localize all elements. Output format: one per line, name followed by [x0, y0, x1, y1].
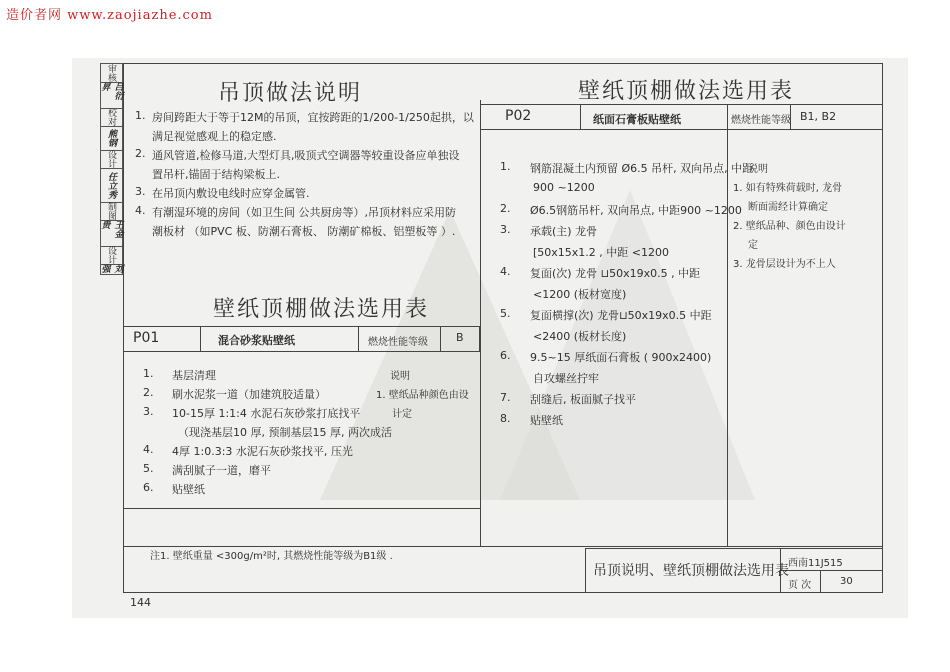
- ceiling-note-line: 通风管道,检修马道,大型灯具,吸顶式空调器等较重设备应单独设: [152, 149, 460, 162]
- p01-step-number: 6.: [143, 481, 154, 494]
- p02-remark-line: 3. 龙骨层设计为不上人: [733, 259, 836, 270]
- p02-fire-value: B1, B2: [800, 110, 837, 123]
- signature-strip: [100, 63, 123, 275]
- p01-step-text: 刷水泥浆一道（加建筑胶适量）: [172, 388, 326, 401]
- ceiling-note-line: 潮板材 （如PVC 板、防潮石膏板、 防潮矿棉板、铝塑板等 ）.: [152, 225, 456, 238]
- p02-step-line: Ø6.5钢筋吊杆, 双向吊点, 中距900 ~1200: [530, 204, 742, 217]
- ceiling-note-number: 3.: [135, 185, 146, 198]
- signature-cell: 校对: [101, 108, 122, 127]
- signature-cell: 熊钢: [101, 126, 122, 151]
- p02-step-line: 900 ~1200: [533, 181, 595, 194]
- p02-step-line: <2400 (板材长度): [533, 330, 627, 343]
- p02-step-number: 5.: [500, 307, 511, 320]
- p02-step-line: 自攻螺丝拧牢: [533, 372, 599, 385]
- atlas-number: 西南11J515: [788, 558, 843, 569]
- p02-step-line: 钢筋混凝土内预留 Ø6.5 吊杆, 双向吊点, 中距: [530, 162, 754, 175]
- p02-remark-line: 断面需经计算确定: [748, 202, 828, 213]
- p02-step-number: 3.: [500, 223, 511, 236]
- signature-cell: 审核: [101, 64, 122, 83]
- p02-remark-line: 1. 如有特殊荷载时, 龙骨: [733, 183, 843, 194]
- sheet-page-number: 30: [840, 576, 853, 587]
- signature-cell: 设计: [101, 246, 122, 265]
- signature-cell: 制图: [101, 202, 122, 221]
- p02-remark-line: 定: [748, 240, 758, 251]
- signature-cell: 刘强: [99, 264, 123, 273]
- p02-step-line: <1200 (板材宽度): [533, 288, 627, 301]
- p02-remark-line: 说明: [748, 164, 768, 175]
- p02-name: 纸面石膏板贴壁纸: [593, 113, 681, 126]
- p01-fire-value: B: [456, 331, 464, 344]
- p01-remark-line: 1. 壁纸品种颜色由设: [376, 390, 469, 401]
- footnote: 注1. 壁纸重量 <300g/m²时, 其燃烧性能等级为B1级 .: [150, 551, 393, 562]
- p02-step-number: 1.: [500, 160, 511, 173]
- ceiling-note-line: 房间跨距大于等于12M的吊顶，宜按跨距的1/200-1/250起拱，以: [152, 111, 474, 124]
- book-page-number: 144: [130, 596, 151, 609]
- p01-step-text: 贴壁纸: [172, 483, 205, 496]
- p01-remark-line: 计定: [392, 409, 412, 420]
- p01-step-number: 2.: [143, 386, 154, 399]
- p01-step-text: 满刮腻子一道，磨平: [172, 464, 271, 477]
- p01-step-text: 4厚 1:0.3:3 水泥石灰砂浆找平, 压光: [172, 445, 353, 458]
- p02-step-line: 贴壁纸: [530, 414, 563, 427]
- p02-fire-label: 燃烧性能等级: [731, 115, 791, 126]
- p01-code: P01: [133, 330, 160, 346]
- p02-step-line: 刮缝后, 板面腻子找平: [530, 393, 636, 406]
- ceiling-note-line: 有潮湿环境的房间（如卫生间 公共厨房等）,吊顶材料应采用防: [152, 206, 456, 219]
- signature-cell: 王金贵: [101, 220, 122, 247]
- p01-step-number: 1.: [143, 367, 154, 380]
- p01-step-text: 10-15厚 1:1:4 水泥石灰砂浆打底找平: [172, 407, 361, 420]
- p02-step-line: [50x15x1.2 , 中距 <1200: [533, 246, 669, 259]
- signature-cell: 设计: [101, 150, 122, 169]
- p01-step-text: 基层清理: [172, 369, 216, 382]
- right-table-title: 壁纸顶棚做法选用表: [578, 79, 795, 104]
- ceiling-notes-title: 吊顶做法说明: [218, 81, 363, 106]
- p02-step-number: 6.: [500, 349, 511, 362]
- signature-cell: 吕衍昇: [101, 82, 122, 109]
- page-label: 页 次: [788, 580, 812, 591]
- p02-step-number: 7.: [500, 391, 511, 404]
- p02-step-line: 复面(次) 龙骨 ⊔50x19x0.5 , 中距: [530, 267, 701, 280]
- p02-step-line: 复面横撑(次) 龙骨⊔50x19x0.5 中距: [530, 309, 712, 322]
- p01-name: 混合砂浆贴壁纸: [218, 334, 295, 347]
- p02-step-number: 8.: [500, 412, 511, 425]
- title-block-title: 吊顶说明、壁纸顶棚做法选用表: [593, 563, 789, 579]
- p02-code: P02: [505, 108, 532, 124]
- p01-step-number: 5.: [143, 462, 154, 475]
- ceiling-note-number: 2.: [135, 147, 146, 160]
- ceiling-note-line: 在吊顶内敷设电线时应穿金属管.: [152, 187, 310, 200]
- signature-cell: 任立秀: [101, 168, 122, 203]
- p01-fire-label: 燃烧性能等级: [368, 337, 428, 348]
- ceiling-note-number: 4.: [135, 204, 146, 217]
- site-watermark: 造价者网 www.zaojiazhe.com: [6, 8, 213, 23]
- p01-step-number: 3.: [143, 405, 154, 418]
- p02-step-number: 2.: [500, 202, 511, 215]
- p01-step-number: 4.: [143, 443, 154, 456]
- p01-step-text: （现浇基层10 厚, 预制基层15 厚, 两次成活: [178, 426, 392, 439]
- ceiling-note-line: 满足视觉感观上的稳定感.: [152, 130, 277, 143]
- p02-step-line: 9.5~15 厚纸面石膏板 ( 900x2400): [530, 351, 712, 364]
- p01-remark-line: 说明: [390, 371, 410, 382]
- ceiling-note-number: 1.: [135, 109, 146, 122]
- p02-remark-line: 2. 壁纸品种、颜色由设计: [733, 221, 846, 232]
- p02-step-line: 承载(主) 龙骨: [530, 225, 598, 238]
- p02-step-number: 4.: [500, 265, 511, 278]
- ceiling-note-line: 置吊杆,锚固于结构梁板上.: [152, 168, 280, 181]
- left-table-title: 壁纸顶棚做法选用表: [213, 297, 430, 322]
